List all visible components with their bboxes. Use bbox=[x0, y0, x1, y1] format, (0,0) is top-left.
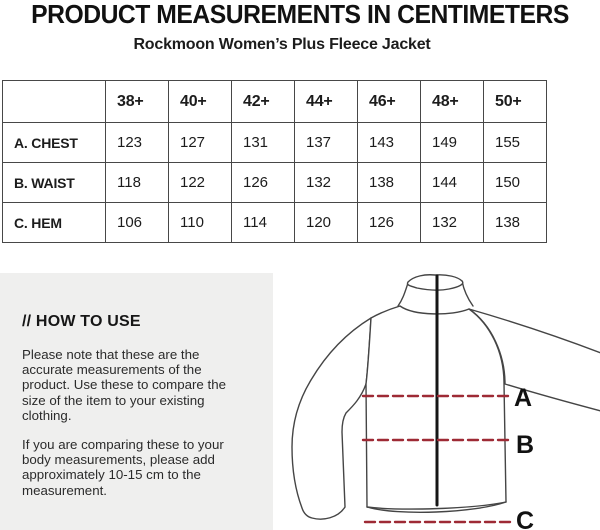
row-label-chest: A. CHEST bbox=[3, 123, 106, 163]
page-title: PRODUCT MEASUREMENTS IN CENTIMETERS bbox=[31, 0, 569, 29]
chest-value: 131 bbox=[232, 123, 295, 163]
hem-value: 106 bbox=[106, 203, 169, 243]
paragraph-line: product. Use these to compare the bbox=[22, 377, 226, 393]
hem-value: 120 bbox=[295, 203, 358, 243]
waist-value: 132 bbox=[295, 163, 358, 203]
how-to-use-paragraph-2 bbox=[22, 437, 262, 498]
paragraph-line: body measurements, please add bbox=[22, 452, 215, 468]
size-column-header: 50+ bbox=[484, 81, 547, 123]
chest-value: 155 bbox=[484, 123, 547, 163]
hem-value: 114 bbox=[232, 203, 295, 243]
chest-value: 123 bbox=[106, 123, 169, 163]
size-column-header: 44+ bbox=[295, 81, 358, 123]
paragraph-line: If you are comparing these to your bbox=[22, 437, 224, 452]
row-label-waist: B. WAIST bbox=[3, 163, 106, 203]
waist-value: 144 bbox=[421, 163, 484, 203]
waist-value: 138 bbox=[358, 163, 421, 203]
row-label-hem: C. HEM bbox=[3, 203, 106, 243]
paragraph-line: approximately 10-15 cm to the bbox=[22, 467, 201, 483]
size-column-header: 42+ bbox=[232, 81, 295, 123]
jacket-measurement-diagram bbox=[280, 258, 600, 530]
paragraph-line: clothing. bbox=[22, 407, 72, 423]
how-to-use-panel bbox=[0, 273, 273, 530]
chest-value: 137 bbox=[295, 123, 358, 163]
paragraph-line: measurement. bbox=[22, 482, 107, 498]
jacket-collar-right-edge bbox=[462, 281, 473, 306]
size-column-header: 48+ bbox=[421, 81, 484, 123]
how-to-use-heading: // HOW TO USE bbox=[22, 313, 141, 330]
paragraph-line: accurate measurements of the bbox=[22, 362, 202, 378]
table-row-hem bbox=[3, 203, 547, 243]
size-column-header: 40+ bbox=[169, 81, 232, 123]
jacket-left-sleeve bbox=[292, 318, 371, 519]
chest-value: 149 bbox=[421, 123, 484, 163]
size-column-header: 38+ bbox=[106, 81, 169, 123]
hem-value: 138 bbox=[484, 203, 547, 243]
paragraph-line: size of the item to your existing bbox=[22, 392, 205, 408]
paragraph-line: Please note that these are the bbox=[22, 347, 200, 362]
hem-value: 132 bbox=[421, 203, 484, 243]
chest-value: 143 bbox=[358, 123, 421, 163]
size-column-header: 46+ bbox=[358, 81, 421, 123]
chest-value: 127 bbox=[169, 123, 232, 163]
jacket-collar-left-edge bbox=[398, 283, 408, 306]
hem-label: C bbox=[516, 507, 535, 530]
measurements-table bbox=[2, 80, 547, 243]
table-header-row bbox=[3, 81, 547, 123]
waist-value: 122 bbox=[169, 163, 232, 203]
waist-value: 126 bbox=[232, 163, 295, 203]
hem-value: 126 bbox=[358, 203, 421, 243]
hem-value: 110 bbox=[169, 203, 232, 243]
how-to-use-paragraph-1 bbox=[22, 347, 262, 423]
product-name-subtitle: Rockmoon Women’s Plus Fleece Jacket bbox=[133, 36, 431, 53]
waist-value: 118 bbox=[106, 163, 169, 203]
table-row-chest bbox=[3, 123, 547, 163]
corner-cell bbox=[3, 81, 106, 123]
waist-label: B bbox=[516, 431, 535, 459]
table-row-waist bbox=[3, 163, 547, 203]
chest-label: A bbox=[514, 384, 533, 412]
jacket-collar-rim bbox=[407, 275, 462, 290]
waist-value: 150 bbox=[484, 163, 547, 203]
